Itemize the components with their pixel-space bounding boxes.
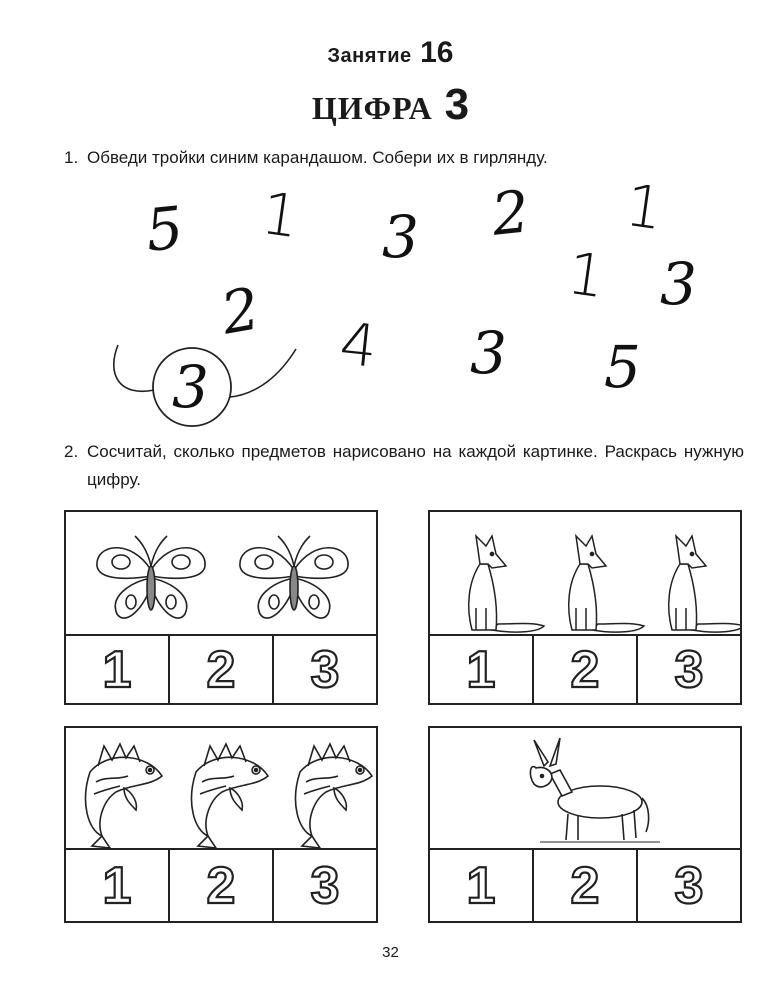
outline-digit: 2 <box>570 856 600 915</box>
task-1-text: Обведи тройки синим карандашом. Собери их в гирлянду. <box>87 148 548 167</box>
scattered-digit[interactable]: 5 <box>604 333 641 401</box>
fish-icon <box>86 744 162 848</box>
scattered-digit[interactable]: 3 <box>660 250 697 318</box>
butterfly-icon <box>240 536 348 618</box>
outline-digit: 3 <box>674 640 704 699</box>
answer-cell-2[interactable] <box>532 636 636 703</box>
answer-cell-1[interactable] <box>66 636 168 703</box>
page-title <box>0 80 781 130</box>
counting-card-foxes <box>428 510 742 705</box>
card-picture <box>66 728 376 854</box>
digit-answer-row <box>66 634 376 703</box>
outline-digit: 1 <box>102 640 132 699</box>
fish-icon <box>296 744 372 848</box>
scattered-digit[interactable]: 3 <box>470 319 507 387</box>
answer-cell-2[interactable] <box>532 850 636 921</box>
answer-cell-1[interactable] <box>430 636 532 703</box>
digit-answer-row <box>430 848 740 921</box>
scattered-digit[interactable]: 1 <box>563 238 610 312</box>
outline-digit: 3 <box>674 856 704 915</box>
digit-answer-row <box>430 634 740 703</box>
counting-card-donkey <box>428 726 742 923</box>
counting-card-fish <box>64 726 378 923</box>
answer-cell-1[interactable] <box>430 850 532 921</box>
lesson-word: Занятие <box>327 45 412 67</box>
scattered-digit[interactable]: 1 <box>621 170 668 244</box>
scattered-digit[interactable]: 2 <box>216 274 265 348</box>
answer-cell-3[interactable] <box>636 850 740 921</box>
task-2-text: Сосчитай, сколько предметов нарисовано на каждой картинке. Раскрась нужную цифру. <box>87 442 744 489</box>
answer-cell-1[interactable] <box>66 850 168 921</box>
fish-icon <box>192 744 268 848</box>
task-1-instruction <box>64 144 744 172</box>
answer-cell-3[interactable] <box>272 636 376 703</box>
fox-icon <box>569 536 644 632</box>
card-picture <box>66 512 376 638</box>
scattered-digit[interactable]: 5 <box>142 193 187 265</box>
outline-digit: 1 <box>466 640 496 699</box>
scattered-digit[interactable]: 3 <box>382 203 419 271</box>
fox-icon <box>669 536 740 632</box>
scattered-digit[interactable]: 1 <box>257 178 304 252</box>
title-digit: 3 <box>444 80 470 129</box>
outline-digit: 2 <box>570 640 600 699</box>
task-2-instruction <box>64 438 744 494</box>
answer-cell-3[interactable] <box>272 850 376 921</box>
scattered-digit[interactable]: 2 <box>488 177 533 249</box>
outline-digit: 1 <box>466 856 496 915</box>
lesson-number: 16 <box>420 36 454 69</box>
counting-card-butterflies <box>64 510 378 705</box>
page-number: 32 <box>382 944 399 961</box>
lesson-heading <box>0 36 781 70</box>
title-word: ЦИФРА <box>311 90 433 126</box>
outline-digit: 3 <box>310 640 340 699</box>
answer-cell-3[interactable] <box>636 636 740 703</box>
butterfly-icon <box>97 536 205 618</box>
donkey-icon <box>530 738 660 842</box>
outline-digit: 2 <box>206 640 236 699</box>
card-picture <box>430 512 740 638</box>
outline-digit: 1 <box>102 856 132 915</box>
garland-sample-digit: 3 <box>172 353 209 421</box>
digit-answer-row <box>66 848 376 921</box>
answer-cell-2[interactable] <box>168 850 272 921</box>
answer-cell-2[interactable] <box>168 636 272 703</box>
fox-icon <box>469 536 544 632</box>
task-1-number: 1. <box>64 148 79 167</box>
outline-digit: 3 <box>310 856 340 915</box>
card-picture <box>430 728 740 854</box>
scattered-digit[interactable]: 4 <box>336 309 381 381</box>
outline-digit: 2 <box>206 856 236 915</box>
task-2-number: 2. <box>64 442 79 461</box>
